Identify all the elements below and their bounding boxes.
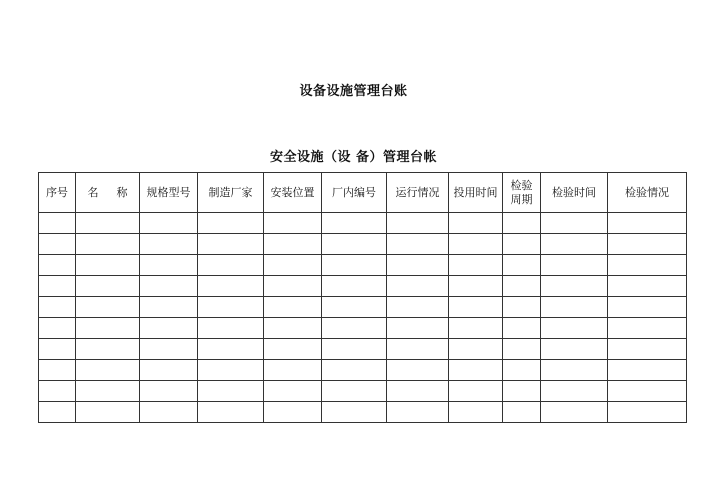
table-cell[interactable]	[140, 234, 198, 255]
table-cell[interactable]	[541, 402, 608, 423]
header-inspection-cycle-line2: 周期	[510, 192, 533, 206]
table-cell[interactable]	[503, 297, 541, 318]
table-row	[39, 381, 687, 402]
table-cell[interactable]	[608, 402, 687, 423]
table-cell[interactable]	[39, 234, 76, 255]
table-row	[39, 213, 687, 234]
table-cell[interactable]	[39, 402, 76, 423]
table-cell[interactable]	[140, 360, 198, 381]
table-cell[interactable]	[322, 381, 387, 402]
table-cell[interactable]	[264, 234, 322, 255]
table-cell[interactable]	[503, 360, 541, 381]
table-cell[interactable]	[322, 339, 387, 360]
table-cell[interactable]	[76, 360, 140, 381]
table-cell[interactable]	[387, 318, 449, 339]
table-cell[interactable]	[322, 213, 387, 234]
table-cell[interactable]	[503, 255, 541, 276]
table-cell[interactable]	[140, 381, 198, 402]
table-cell[interactable]	[39, 213, 76, 234]
table-cell[interactable]	[503, 402, 541, 423]
header-name-char2: 称	[116, 185, 128, 199]
header-inspection-cycle	[503, 173, 541, 213]
table-cell[interactable]	[264, 381, 322, 402]
table-cell[interactable]	[541, 297, 608, 318]
table-cell[interactable]	[264, 255, 322, 276]
header-inspection-date: 检验时间	[541, 173, 608, 213]
header-operation-status: 运行情况	[387, 173, 449, 213]
table-cell[interactable]	[264, 276, 322, 297]
table-cell[interactable]	[264, 402, 322, 423]
table-row	[39, 402, 687, 423]
table-cell[interactable]	[76, 297, 140, 318]
header-factory-number: 厂内编号	[322, 173, 387, 213]
table-cell[interactable]	[608, 297, 687, 318]
table-cell[interactable]	[541, 339, 608, 360]
table-cell[interactable]	[449, 276, 503, 297]
header-name	[76, 173, 140, 213]
table-cell[interactable]	[39, 318, 76, 339]
table-row	[39, 255, 687, 276]
table-cell[interactable]	[198, 234, 264, 255]
table-cell[interactable]	[541, 276, 608, 297]
table-cell[interactable]	[387, 402, 449, 423]
table-cell[interactable]	[449, 360, 503, 381]
table-cell[interactable]	[76, 276, 140, 297]
header-model: 规格型号	[140, 173, 198, 213]
table-cell[interactable]	[264, 360, 322, 381]
table-row	[39, 360, 687, 381]
table-cell[interactable]	[322, 276, 387, 297]
table-cell[interactable]	[608, 255, 687, 276]
table-title: 安全设施（设 备）管理台帐	[269, 150, 438, 165]
header-inspection-cycle-line1: 检验	[510, 178, 533, 192]
table-cell[interactable]	[140, 255, 198, 276]
table-cell[interactable]	[387, 381, 449, 402]
table-cell[interactable]	[39, 276, 76, 297]
table-cell[interactable]	[39, 381, 76, 402]
table-cell[interactable]	[449, 339, 503, 360]
table-cell[interactable]	[387, 276, 449, 297]
header-name-char1: 名	[87, 185, 99, 199]
table-cell[interactable]	[140, 402, 198, 423]
table-cell[interactable]	[503, 234, 541, 255]
header-inspection-status: 检验情况	[608, 173, 687, 213]
table-cell[interactable]	[608, 213, 687, 234]
table-cell[interactable]	[541, 381, 608, 402]
table-cell[interactable]	[264, 297, 322, 318]
table-cell[interactable]	[198, 276, 264, 297]
table-cell[interactable]	[449, 297, 503, 318]
table-cell[interactable]	[608, 234, 687, 255]
table-cell[interactable]	[541, 318, 608, 339]
table-cell[interactable]	[76, 402, 140, 423]
table-cell[interactable]	[541, 255, 608, 276]
table-cell[interactable]	[322, 318, 387, 339]
table-header-row	[39, 173, 687, 213]
table-cell[interactable]	[198, 360, 264, 381]
safety-facility-ledger-table	[38, 172, 687, 423]
table-cell[interactable]	[387, 297, 449, 318]
table-cell[interactable]	[608, 318, 687, 339]
table-cell[interactable]	[449, 318, 503, 339]
header-commission-date: 投用时间	[449, 173, 503, 213]
table-cell[interactable]	[76, 318, 140, 339]
table-cell[interactable]	[264, 318, 322, 339]
table-cell[interactable]	[140, 213, 198, 234]
table-cell[interactable]	[387, 234, 449, 255]
table-cell[interactable]	[503, 213, 541, 234]
table-cell[interactable]	[76, 339, 140, 360]
table-cell[interactable]	[387, 339, 449, 360]
table-cell[interactable]	[608, 276, 687, 297]
table-cell[interactable]	[76, 381, 140, 402]
table-cell[interactable]	[449, 255, 503, 276]
table-cell[interactable]	[541, 213, 608, 234]
table-cell[interactable]	[39, 339, 76, 360]
table-row	[39, 297, 687, 318]
table-cell[interactable]	[39, 297, 76, 318]
table-cell[interactable]	[322, 297, 387, 318]
table-cell[interactable]	[39, 255, 76, 276]
table-row	[39, 318, 687, 339]
table-row	[39, 234, 687, 255]
table-cell[interactable]	[140, 276, 198, 297]
table-cell[interactable]	[140, 339, 198, 360]
table-cell[interactable]	[198, 339, 264, 360]
table-cell[interactable]	[503, 276, 541, 297]
table-cell[interactable]	[608, 381, 687, 402]
table-cell[interactable]	[503, 381, 541, 402]
table-cell[interactable]	[322, 360, 387, 381]
table-cell[interactable]	[76, 255, 140, 276]
table-cell[interactable]	[541, 360, 608, 381]
table-cell[interactable]	[140, 297, 198, 318]
table-cell[interactable]	[198, 255, 264, 276]
table-cell[interactable]	[387, 255, 449, 276]
table-row	[39, 339, 687, 360]
table-cell[interactable]	[541, 234, 608, 255]
table-cell[interactable]	[76, 213, 140, 234]
table-cell[interactable]	[449, 234, 503, 255]
table-cell[interactable]	[503, 318, 541, 339]
table-cell[interactable]	[449, 402, 503, 423]
table-cell[interactable]	[264, 339, 322, 360]
table-cell[interactable]	[503, 339, 541, 360]
table-cell[interactable]	[198, 318, 264, 339]
table-cell[interactable]	[39, 360, 76, 381]
header-install-location: 安装位置	[264, 173, 322, 213]
header-manufacturer: 制造厂家	[198, 173, 264, 213]
table-cell[interactable]	[264, 213, 322, 234]
table-cell[interactable]	[608, 360, 687, 381]
table-cell[interactable]	[76, 234, 140, 255]
table-cell[interactable]	[322, 255, 387, 276]
table-cell[interactable]	[322, 402, 387, 423]
table-cell[interactable]	[449, 213, 503, 234]
document-title: 设备设施管理台账	[299, 84, 408, 99]
header-serial: 序号	[39, 173, 76, 213]
table-cell[interactable]	[449, 381, 503, 402]
table-cell[interactable]	[322, 234, 387, 255]
table-cell[interactable]	[387, 360, 449, 381]
table-body	[39, 213, 687, 423]
table-cell[interactable]	[387, 213, 449, 234]
table-cell[interactable]	[608, 339, 687, 360]
table-cell[interactable]	[198, 297, 264, 318]
table-cell[interactable]	[198, 213, 264, 234]
table-cell[interactable]	[198, 402, 264, 423]
table-cell[interactable]	[140, 318, 198, 339]
table-row	[39, 276, 687, 297]
table-cell[interactable]	[198, 381, 264, 402]
